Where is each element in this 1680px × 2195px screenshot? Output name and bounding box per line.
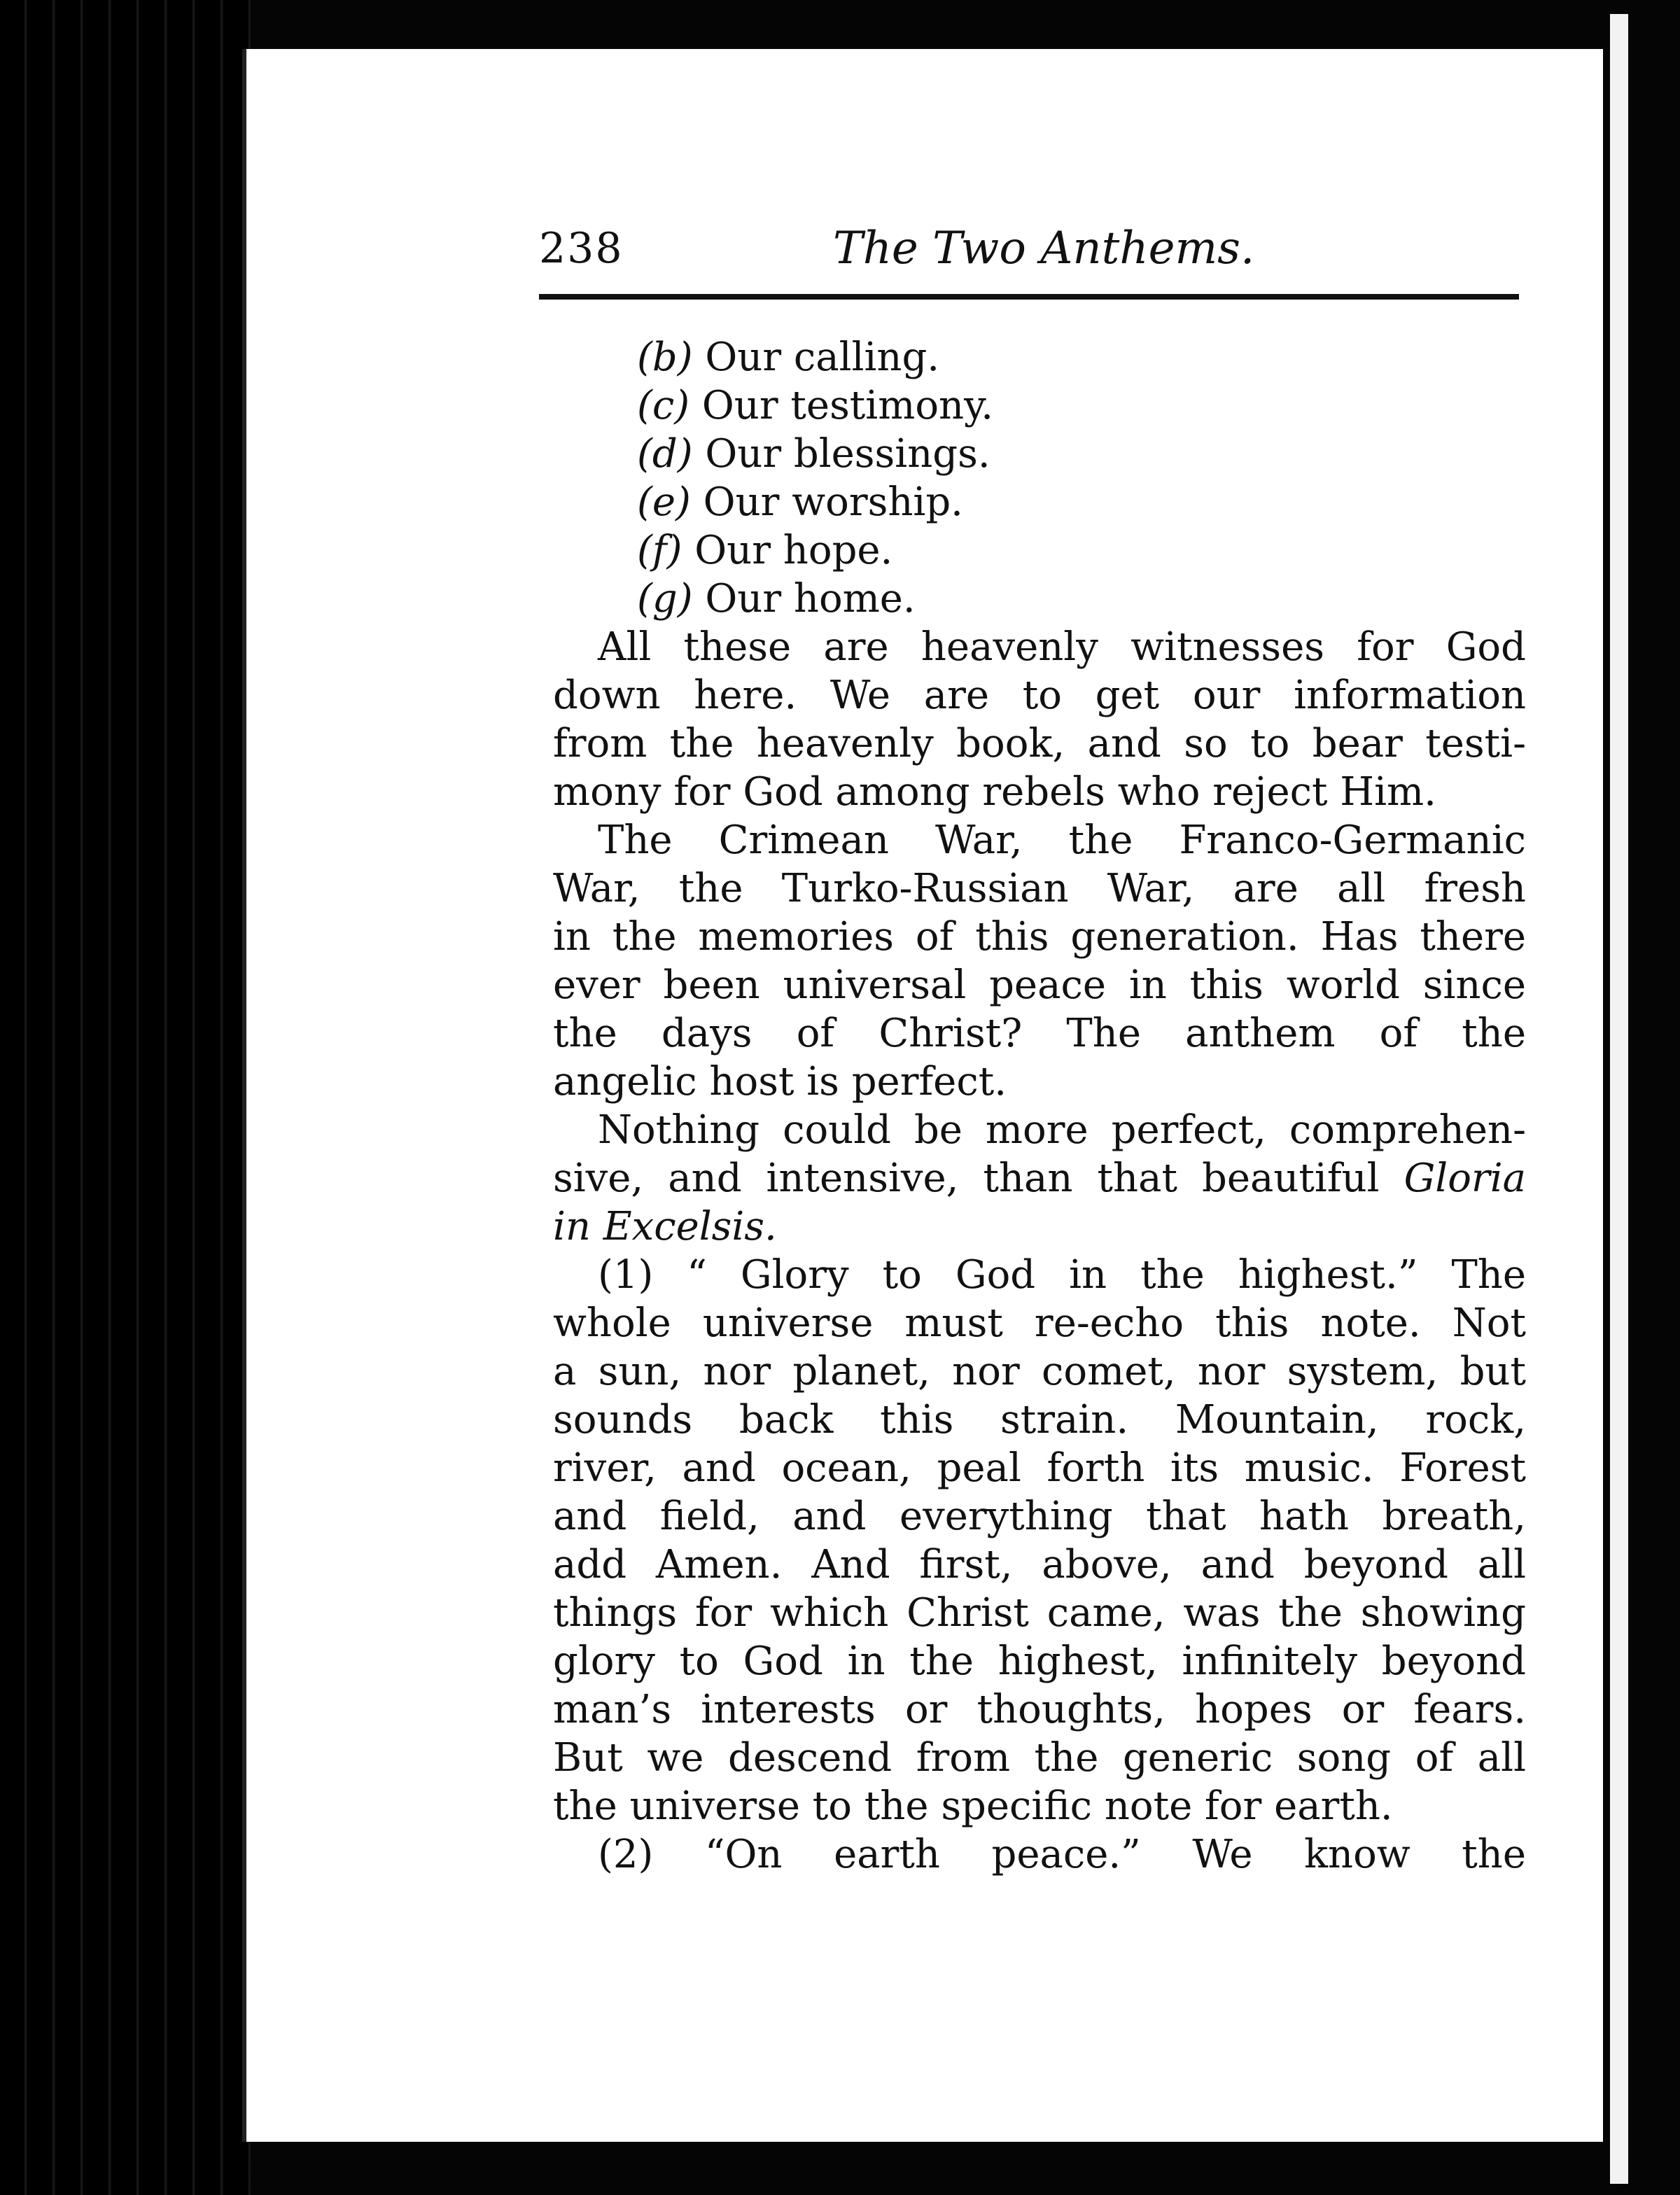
text-line: The Crimean War, the Franco-Germanic bbox=[598, 818, 1526, 863]
text-line: in the memories of this generation. Has there bbox=[553, 914, 1526, 960]
text-line: man’s interests or thoughts, hopes or fears. bbox=[553, 1687, 1526, 1732]
text-line: (2) “On earth peace.” We know the bbox=[598, 1832, 1526, 1877]
text-line: angelic host is perfect. bbox=[553, 1059, 1007, 1104]
list-item bbox=[637, 430, 1526, 478]
list-text: Our blessings. bbox=[705, 431, 990, 477]
paragraph-glory bbox=[553, 1251, 1526, 1830]
text-line: ever been universal peace in this world since bbox=[553, 962, 1526, 1008]
text-line: things for which Christ came, was the showing bbox=[553, 1590, 1526, 1636]
text-line: from the heavenly book, and so to bear testi- bbox=[553, 721, 1526, 766]
text-line: glory to God in the highest, infinitely beyond bbox=[553, 1639, 1526, 1684]
text-line: All these are heavenly witnesses for God bbox=[598, 624, 1526, 670]
list-marker: (e) bbox=[637, 479, 691, 525]
list-text: Our hope. bbox=[694, 528, 893, 573]
list-text: Our home. bbox=[705, 576, 916, 622]
italic-text: Gloria bbox=[1404, 1156, 1526, 1201]
book-page-edges bbox=[0, 0, 252, 2195]
text-line: mony for God among rebels who reject Him. bbox=[553, 769, 1436, 815]
text-line bbox=[553, 1154, 1526, 1202]
list-item bbox=[637, 575, 1526, 623]
italic-text: in Excelsis. bbox=[553, 1204, 777, 1249]
list-text: Our worship. bbox=[703, 479, 963, 525]
facing-page-edge bbox=[1610, 14, 1628, 2184]
list-item bbox=[637, 333, 1526, 381]
text-line: river, and ocean, peal forth its music. Forest bbox=[553, 1445, 1526, 1491]
text-line: the universe to the specific note for earth. bbox=[553, 1783, 1393, 1829]
text-line: and field, and everything that hath breath, bbox=[553, 1494, 1526, 1539]
enumerated-list bbox=[553, 333, 1526, 623]
page-body bbox=[553, 333, 1526, 1879]
text-line bbox=[553, 1202, 1526, 1251]
paragraph-witnesses bbox=[553, 623, 1526, 816]
list-text: Our calling. bbox=[705, 335, 940, 380]
text-line: the days of Christ? The anthem of the bbox=[553, 1011, 1526, 1056]
text-line: add Amen. And first, above, and beyond all bbox=[553, 1542, 1526, 1587]
running-head bbox=[287, 175, 1519, 274]
page-header-title: The Two Anthems. bbox=[833, 223, 1255, 274]
text-line: But we descend from the generic song of all bbox=[553, 1735, 1526, 1781]
list-marker: (b) bbox=[637, 335, 693, 380]
list-item bbox=[637, 526, 1526, 575]
text-line: sounds back this strain. Mountain, rock, bbox=[553, 1397, 1526, 1443]
paragraph-gloria bbox=[553, 1106, 1526, 1251]
list-marker: (d) bbox=[637, 431, 693, 477]
list-text: Our testimony. bbox=[701, 383, 994, 428]
text-line: a sun, nor planet, nor comet, nor system, but bbox=[553, 1349, 1526, 1394]
paragraph-wars bbox=[553, 816, 1526, 1106]
list-marker: (f) bbox=[637, 528, 682, 573]
text-line: War, the Turko-Russian War, are all fresh bbox=[553, 866, 1526, 911]
header-rule bbox=[539, 294, 1519, 300]
list-marker: (c) bbox=[637, 383, 690, 428]
paragraph-peace bbox=[553, 1830, 1526, 1879]
text-line: whole universe must re-echo this note. Not bbox=[553, 1300, 1526, 1346]
list-item bbox=[637, 478, 1526, 526]
text-line: (1) “ Glory to God in the highest.” The bbox=[598, 1252, 1526, 1298]
text-line: down here. We are to get our information bbox=[553, 673, 1526, 718]
list-marker: (g) bbox=[637, 576, 693, 622]
text-line: Nothing could be more perfect, comprehen- bbox=[598, 1107, 1526, 1153]
list-item bbox=[637, 381, 1526, 430]
page-number: 238 bbox=[539, 224, 624, 273]
text-span: sive, and intensive, than that beautiful bbox=[553, 1156, 1404, 1201]
